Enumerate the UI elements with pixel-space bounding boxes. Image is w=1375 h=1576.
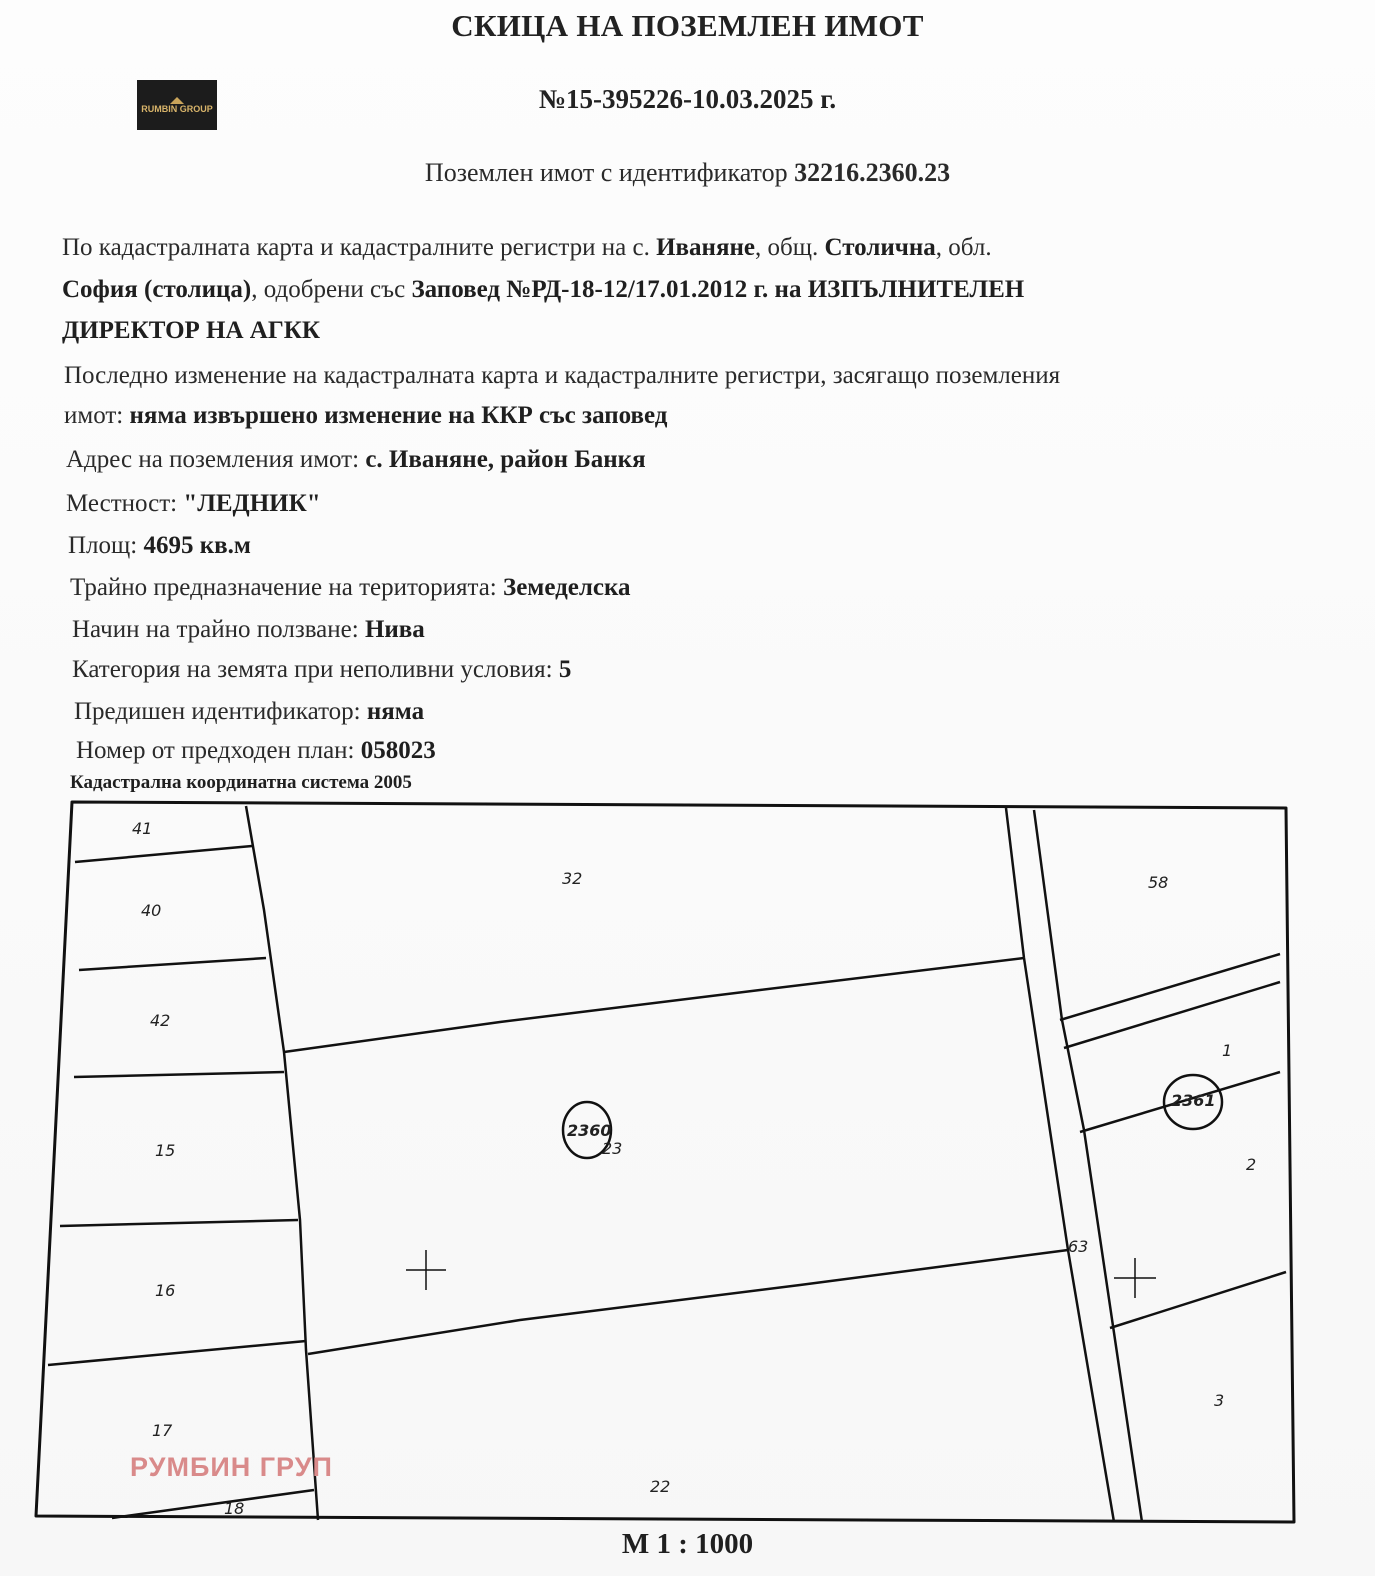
parcel-label-22: 22 bbox=[650, 1477, 671, 1496]
village-name: Иваняне bbox=[656, 234, 755, 261]
parcel-label-18: 18 bbox=[224, 1499, 245, 1518]
parcel-label-2: 2 bbox=[1246, 1155, 1257, 1174]
parcel-label-41: 41 bbox=[132, 819, 153, 838]
usage-value: Нива bbox=[364, 616, 425, 643]
road-edge-left bbox=[1006, 808, 1114, 1522]
divider-16-17 bbox=[48, 1341, 306, 1365]
municipality-name: Столична bbox=[824, 234, 936, 261]
parcel-label-1: 1 bbox=[1222, 1041, 1233, 1060]
usage-line bbox=[72, 616, 425, 644]
parcel-label-58: 58 bbox=[1148, 873, 1169, 892]
property-identifier bbox=[0, 158, 1375, 188]
prev-plan-value: 058023 bbox=[360, 737, 436, 764]
centroid-cross-2 bbox=[1114, 1258, 1156, 1298]
parcel-label-15: 15 bbox=[155, 1141, 176, 1160]
prev-plan-line bbox=[76, 737, 436, 765]
last-change-line bbox=[64, 362, 1060, 390]
watermark-text: РУМБИН ГРУП bbox=[130, 1452, 333, 1482]
divider-15-16 bbox=[60, 1220, 298, 1226]
parcel-label-16: 16 bbox=[155, 1281, 176, 1300]
road-edge-right bbox=[1034, 810, 1142, 1522]
map-scale: М 1 : 1000 bbox=[621, 1528, 754, 1560]
purpose-value: Земеделска bbox=[503, 574, 631, 601]
area-value: 4695 кв.м bbox=[143, 532, 251, 559]
parcel-label-17: 17 bbox=[152, 1421, 173, 1440]
cadastral-map bbox=[0, 790, 1375, 1550]
map-basis-text: По кадастралната карта и кадастралните регистри на с. bbox=[62, 234, 650, 261]
parcel-label-42: 42 bbox=[150, 1011, 171, 1030]
logo-text: RUMBIN GROUP bbox=[141, 103, 213, 114]
order-text: Заповед №РД-18-12/17.01.2012 г. на ИЗПЪЛНИТЕЛЕН bbox=[411, 276, 1025, 303]
divider-2-3 bbox=[1110, 1272, 1286, 1328]
prev-id-value: няма bbox=[366, 698, 425, 725]
cadastral-map-svg bbox=[0, 790, 1375, 1550]
parcel-label-32: 32 bbox=[562, 869, 583, 888]
map-frame bbox=[36, 802, 1294, 1522]
divider-41-40 bbox=[75, 846, 252, 862]
prev-id-label: Предишен идентификатор: bbox=[74, 698, 361, 725]
locality-line bbox=[66, 490, 321, 518]
last-change-line-2 bbox=[64, 402, 667, 430]
block-label-2361: 2361 bbox=[1171, 1091, 1216, 1110]
approved-prefix: , одобрени със bbox=[251, 276, 406, 303]
purpose-label: Трайно предназначение на територията: bbox=[70, 574, 497, 601]
divider-road-1 bbox=[1064, 982, 1280, 1048]
locality-label: Местност: bbox=[66, 490, 178, 517]
municipality-prefix: , общ. bbox=[754, 234, 819, 261]
divider-42-15 bbox=[74, 1072, 284, 1077]
divider-32-23 bbox=[284, 958, 1024, 1052]
centroid-cross-23 bbox=[406, 1250, 446, 1290]
divider-17-18 bbox=[112, 1490, 314, 1518]
block-label-2360: 2360 bbox=[567, 1121, 612, 1140]
locality-value: "ЛЕДНИК" bbox=[183, 490, 321, 517]
region-name: София (столица) bbox=[62, 276, 252, 303]
order-line bbox=[62, 276, 1024, 304]
document-title: СКИЦА НА ПОЗЕМЛЕН ИМОТ bbox=[451, 8, 924, 43]
address-value: с. Иваняне, район Банкя bbox=[365, 446, 646, 473]
parcel-label-3: 3 bbox=[1214, 1391, 1225, 1410]
parcel-label-40: 40 bbox=[141, 901, 162, 920]
category-label: Категория на земята при неполивни условия: bbox=[72, 656, 553, 683]
area-line bbox=[68, 532, 251, 560]
left-strip-boundary bbox=[246, 806, 318, 1520]
area-label: Площ: bbox=[68, 532, 138, 559]
coordinate-system-caption: Кадастрална координатна система 2005 bbox=[70, 772, 412, 793]
usage-label: Начин на трайно ползване: bbox=[72, 616, 359, 643]
order-line-2 bbox=[62, 317, 320, 345]
category-value: 5 bbox=[558, 656, 572, 683]
document-number: №15-395226-10.03.2025 г. bbox=[538, 84, 837, 114]
parcel-label-63: 63 bbox=[1068, 1237, 1089, 1256]
divider-23-22 bbox=[308, 1250, 1068, 1354]
last-change-value: няма извършено изменение на ККР със заповед bbox=[129, 402, 668, 429]
prev-id-line bbox=[74, 698, 424, 726]
divider-58-1 bbox=[1060, 954, 1280, 1020]
prev-plan-label: Номер от предходен план: bbox=[76, 737, 355, 764]
address-label: Адрес на поземления имот: bbox=[66, 446, 360, 473]
identifier-label: Поземлен имот с идентификатор bbox=[424, 158, 788, 187]
category-line bbox=[72, 656, 571, 684]
order-authority: ДИРЕКТОР НА АГКК bbox=[62, 317, 320, 344]
map-basis-line bbox=[62, 234, 992, 262]
divider-40-42 bbox=[79, 958, 266, 970]
address-line bbox=[66, 446, 646, 474]
region-prefix: , обл. bbox=[935, 234, 992, 261]
purpose-line bbox=[70, 574, 631, 602]
last-change-label-2: имот: bbox=[64, 402, 124, 429]
parcel-label-23: 23 bbox=[602, 1139, 623, 1158]
identifier-value: 32216.2360.23 bbox=[794, 158, 951, 187]
last-change-label: Последно изменение на кадастралната карта и кадастралните регистри, засягащо поземления bbox=[64, 362, 1061, 389]
